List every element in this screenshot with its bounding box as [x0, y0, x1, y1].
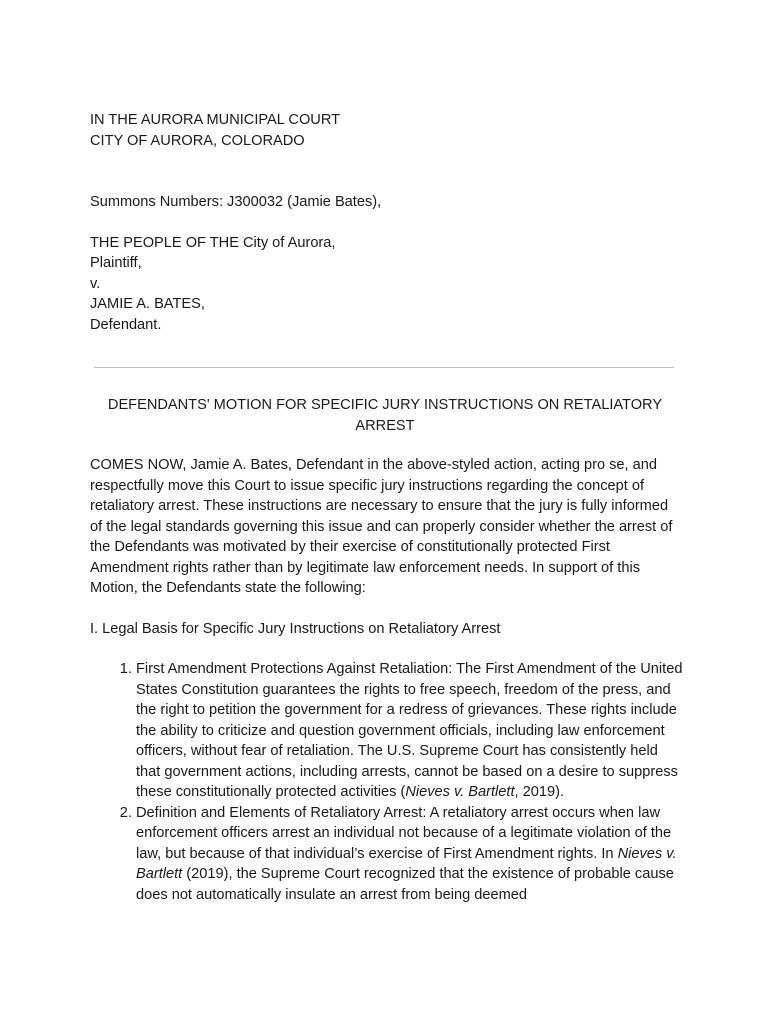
numbered-points	[90, 659, 684, 905]
list-item	[136, 659, 684, 803]
plaintiff-role: Plaintiff,	[90, 255, 142, 271]
horizontal-divider	[94, 367, 674, 368]
case-citation: Nieves v. Bartlett	[136, 845, 677, 882]
versus-label: v.	[90, 275, 101, 292]
defendant-name: JAMIE A. BATES,	[90, 296, 205, 312]
motion-body	[90, 455, 684, 905]
list-item	[136, 803, 684, 906]
document-page	[90, 110, 680, 335]
point-text: (2019), the Supreme Court recognized that the existence of probable cause does not automatically insulate an arrest from being deemed	[136, 866, 674, 903]
case-parties	[90, 233, 680, 336]
motion-title: DEFENDANTS' MOTION FOR SPECIFIC JURY INSTRUCTIONS ON RETALIATORY ARREST	[107, 397, 663, 434]
summons-numbers: Summons Numbers: J300032 (Jamie Bates),	[90, 194, 382, 210]
point-text: First Amendment Protections Against Retaliation: The First Amendment of the United States Constitution guarantees the rights to free speech, freedom of the press, and the right to petition the government for a redress of grievances. These rights include the ability to criticize and question government officials, including law enforcement officers, without fear of retaliation. The U.S. Supreme Court has consistently held that government actions, including arrests, cannot be based on a desire to suppress these constitutionally protected activities (	[136, 661, 683, 800]
point-text: Definition and Elements of Retaliatory Arrest: A retaliatory arrest occurs when law enforcement officers arrest an individual not because of a legitimate violation of the law, but because of that individual’s exercise of First Amendment rights. In	[136, 804, 672, 862]
court-name: IN THE AURORA MUNICIPAL COURT	[90, 112, 341, 128]
case-citation: Nieves v. Bartlett	[405, 784, 515, 800]
point-text: , 2019).	[514, 784, 565, 800]
plaintiff-name: THE PEOPLE OF THE City of Aurora,	[90, 234, 336, 251]
court-caption	[90, 110, 680, 151]
court-location: CITY OF AURORA, COLORADO	[90, 132, 305, 149]
section-heading: I. Legal Basis for Specific Jury Instructions on Retaliatory Arrest	[90, 620, 501, 637]
intro-paragraph: COMES NOW, Jamie A. Bates, Defendant in the above-styled action, acting pro se, and respectfully move this Court to issue specific jury instructions regarding the concept of retaliatory arrest. These instructions are necessary to ensure that the jury is fully informed of the legal standards governing this issue and can properly consider whether the arrest of the Defendants was motivated by their exercise of constitutionally protected First Amendment rights rather than by legitimate law enforcement needs. In support of this Motion, the Defendants state the following:	[90, 457, 673, 596]
defendant-role: Defendant.	[90, 316, 162, 333]
